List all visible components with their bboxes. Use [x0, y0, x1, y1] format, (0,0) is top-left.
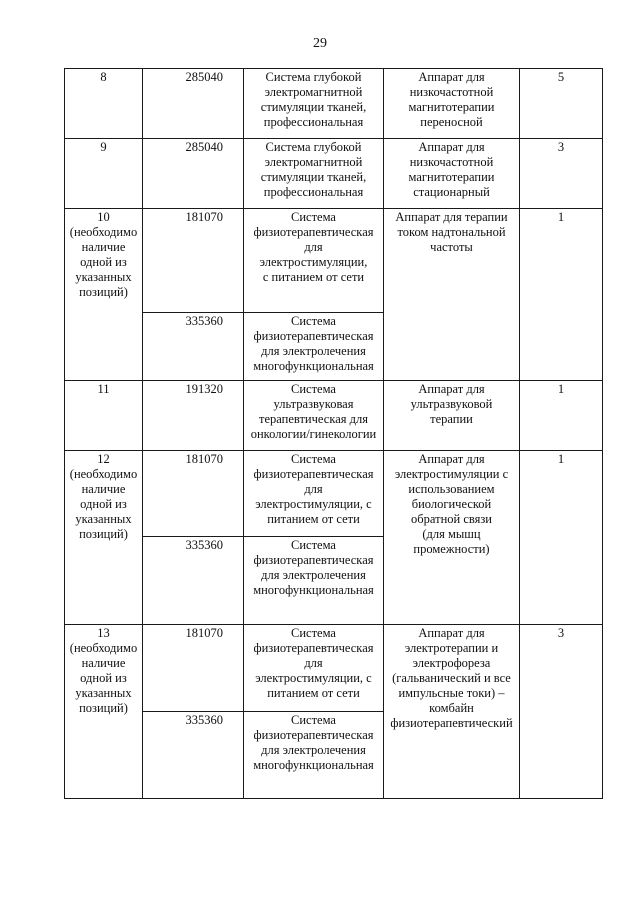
type-code: 285040	[143, 69, 244, 139]
type-code: 285040	[143, 139, 244, 209]
type-code: 181070	[143, 625, 244, 712]
system-name: Система физиотерапевтическая для электролечения многофункциональная	[244, 313, 384, 381]
quantity: 5	[520, 69, 603, 139]
quantity: 1	[520, 209, 603, 381]
system-name: Система ультразвуковая терапевтическая для онкологии/гинекологии	[244, 381, 384, 451]
system-name: Система физиотерапевтическая для электростимуляции, с питанием от сети	[244, 209, 384, 313]
type-code: 181070	[143, 451, 244, 537]
system-name: Система глубокой электромагнитной стимуляции тканей, профессиональная	[244, 139, 384, 209]
row-number: 9	[65, 139, 143, 209]
system-name: Система физиотерапевтическая для электролечения многофункциональная	[244, 537, 384, 625]
row-number: 11	[65, 381, 143, 451]
quantity: 1	[520, 451, 603, 625]
type-code: 335360	[143, 712, 244, 799]
table-row	[65, 69, 603, 139]
row-number: 13 (необходимо наличие одной из указанных позиций)	[65, 625, 143, 799]
device-name: Аппарат для электростимуляции с использованием биологической обратной связи (для мышц промежности)	[384, 451, 520, 625]
system-name: Система физиотерапевтическая для электролечения многофункциональная	[244, 712, 384, 799]
system-name: Система физиотерапевтическая для электростимуляции, с питанием от сети	[244, 625, 384, 712]
table-row	[65, 139, 603, 209]
device-name: Аппарат для электротерапии и электрофореза (гальванический и все импульсные токи) – комбайн физиотерапевтический	[384, 625, 520, 799]
device-name: Аппарат для терапии током надтональной частоты	[384, 209, 520, 381]
table-row	[65, 625, 603, 712]
system-name: Система глубокой электромагнитной стимуляции тканей, профессиональная	[244, 69, 384, 139]
page-number: 29	[313, 36, 327, 51]
system-name: Система физиотерапевтическая для электростимуляции, с питанием от сети	[244, 451, 384, 537]
row-number: 10 (необходимо наличие одной из указанных позиций)	[65, 209, 143, 381]
quantity: 3	[520, 139, 603, 209]
table-row	[65, 451, 603, 537]
row-number: 12 (необходимо наличие одной из указанных позиций)	[65, 451, 143, 625]
quantity: 3	[520, 625, 603, 799]
type-code: 335360	[143, 537, 244, 625]
equipment-table	[64, 68, 603, 799]
row-number: 8	[65, 69, 143, 139]
table-row	[65, 381, 603, 451]
quantity: 1	[520, 381, 603, 451]
type-code: 191320	[143, 381, 244, 451]
device-name: Аппарат для низкочастотной магнитотерапии стационарный	[384, 139, 520, 209]
device-name: Аппарат для ультразвуковой терапии	[384, 381, 520, 451]
type-code: 335360	[143, 313, 244, 381]
table-row	[65, 209, 603, 313]
device-name: Аппарат для низкочастотной магнитотерапии переносной	[384, 69, 520, 139]
type-code: 181070	[143, 209, 244, 313]
